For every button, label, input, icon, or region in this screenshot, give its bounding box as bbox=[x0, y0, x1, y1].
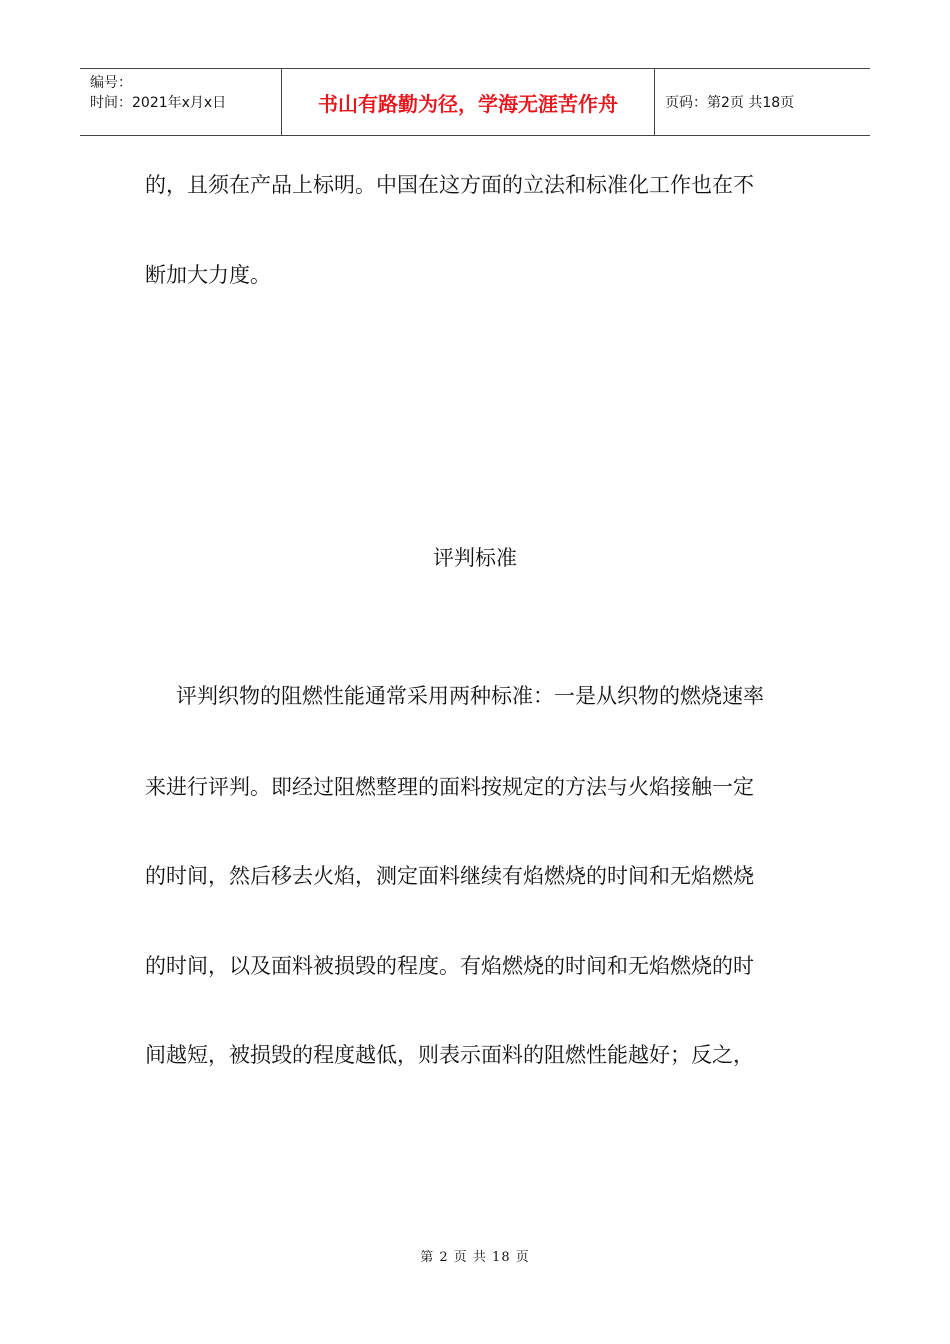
paragraph-2-line-4: 的时间，以及面料被损毁的程度。有焰燃烧的时间和无焰燃烧的时 bbox=[145, 954, 754, 978]
page-footer: 第 2 页 共 18 页 bbox=[420, 1250, 530, 1265]
paragraph-1-line-2: 断加大力度。 bbox=[145, 263, 271, 287]
document-number-label: 编号： bbox=[90, 75, 132, 91]
paragraph-2-line-2: 来进行评判。即经过阻燃整理的面料按规定的方法与火焰接触一定 bbox=[145, 775, 754, 799]
paragraph-1-line-1: 的，且须在产品上标明。中国在这方面的立法和标准化工作也在不 bbox=[145, 173, 754, 197]
header-meta-cell bbox=[80, 69, 282, 135]
paragraph-2-line-1: 评判织物的阻燃性能通常采用两种标准：一是从织物的燃烧速率 bbox=[176, 684, 764, 708]
header-page-info: 页码：第2页 共18页 bbox=[665, 95, 795, 111]
paragraph-2-line-3: 的时间，然后移去火焰，测定面料继续有焰燃烧的时间和无焰燃烧 bbox=[145, 864, 754, 888]
document-date-label: 时间：2021年x月x日 bbox=[90, 95, 227, 111]
header-motto: 书山有路勤为径，学海无涯苦作舟 bbox=[282, 69, 655, 135]
paragraph-2-line-5: 间越短，被损毁的程度越低，则表示面料的阻燃性能越好；反之， bbox=[145, 1043, 754, 1067]
section-title: 评判标准 bbox=[433, 546, 517, 570]
document-header bbox=[80, 68, 870, 136]
